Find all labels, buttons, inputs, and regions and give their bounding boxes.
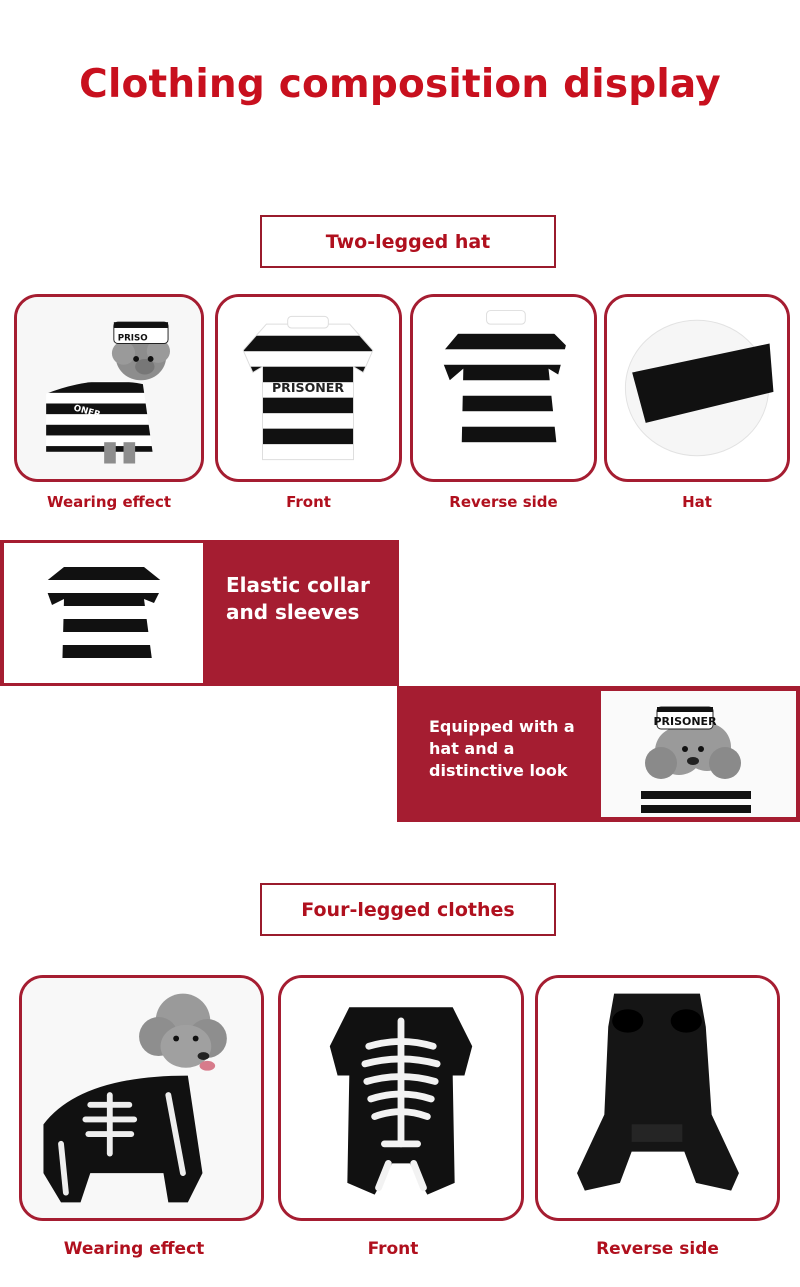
caption-hat: Hat (682, 493, 712, 511)
dog-wearing-prisoner-shirt-image (17, 297, 201, 479)
striped-shirt-image (4, 543, 203, 683)
caption-front-2: Front (367, 1239, 419, 1259)
prisoner-shirt-back-image (413, 297, 594, 479)
caption-reverse-side: Reverse side (449, 493, 558, 511)
caption-wearing-effect-2: Wearing effect (63, 1239, 205, 1259)
section-heading-four-legged: Four-legged clothes (260, 883, 556, 936)
feature-text-hat: Equipped with a hat and a distinctive look (429, 717, 575, 780)
caption-reverse-side-2: Reverse side (596, 1239, 719, 1259)
dog-wearing-skeleton-suit-image (22, 978, 261, 1218)
product-card-wearing-effect[interactable] (14, 294, 204, 482)
skeleton-suit-front-image (281, 978, 521, 1218)
caption-front: Front (286, 493, 331, 511)
product-card-front[interactable] (215, 294, 402, 482)
product-card-reverse-side-2[interactable] (535, 975, 780, 1221)
dog-with-prisoner-hat-image (601, 691, 796, 817)
product-card-reverse-side[interactable] (410, 294, 597, 482)
hat-print-text: PRISONER (653, 715, 717, 728)
feature-text-collar: Elastic collar and sleeves (226, 573, 370, 624)
svg-text:ONER: ONER (72, 403, 102, 421)
prisoner-hat-image (607, 297, 787, 479)
feature-image-collar (4, 543, 203, 683)
shirt-print-text: PRISONER (271, 379, 345, 395)
caption-wearing-effect: Wearing effect (46, 493, 172, 511)
feature-image-hat (601, 691, 796, 817)
product-card-wearing-effect-2[interactable] (19, 975, 264, 1221)
product-card-hat[interactable] (604, 294, 790, 482)
prisoner-shirt-front-image (218, 297, 399, 479)
skeleton-suit-back-image (538, 978, 777, 1218)
page-title: Clothing composition display (79, 62, 721, 107)
section-heading-two-legged: Two-legged hat (260, 215, 556, 268)
svg-text:PRISO: PRISO (117, 333, 148, 344)
product-card-front-2[interactable] (278, 975, 524, 1221)
